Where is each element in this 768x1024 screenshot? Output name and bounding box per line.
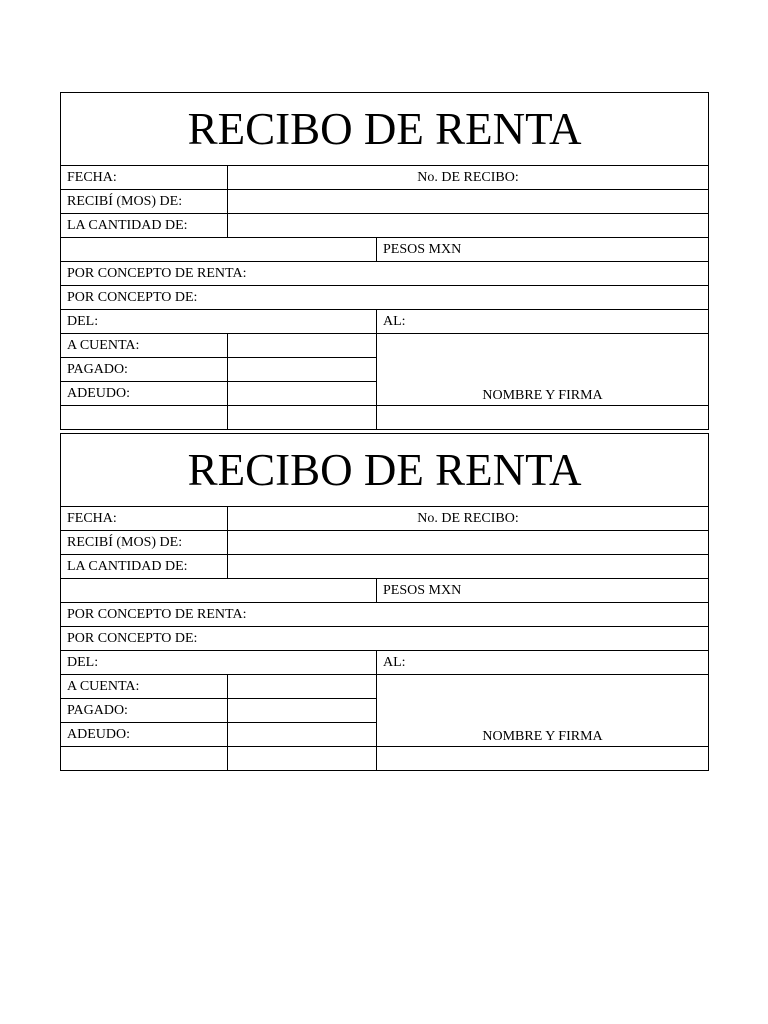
owed-label: ADEUDO: bbox=[61, 382, 228, 406]
signature-area: NOMBRE Y FIRMA bbox=[377, 334, 709, 406]
rent-receipt-1 bbox=[60, 92, 709, 430]
period-to-label: AL: bbox=[377, 651, 709, 675]
paid-label: PAGADO: bbox=[61, 699, 228, 723]
concept-label: POR CONCEPTO DE: bbox=[61, 286, 709, 310]
concept-label: POR CONCEPTO DE: bbox=[61, 627, 709, 651]
signature-area: NOMBRE Y FIRMA bbox=[377, 675, 709, 747]
empty-cell bbox=[228, 747, 377, 771]
amount-words-field[interactable] bbox=[61, 579, 377, 603]
amount-label: LA CANTIDAD DE: bbox=[61, 214, 228, 238]
rent-concept-label: POR CONCEPTO DE RENTA: bbox=[61, 262, 709, 286]
received-from-label: RECIBÍ (MOS) DE: bbox=[61, 190, 228, 214]
rent-concept-label: POR CONCEPTO DE RENTA: bbox=[61, 603, 709, 627]
owed-field[interactable] bbox=[228, 382, 377, 406]
empty-cell bbox=[61, 747, 228, 771]
paid-field[interactable] bbox=[228, 358, 377, 382]
empty-cell bbox=[377, 406, 709, 430]
fecha-label: FECHA: bbox=[61, 166, 228, 190]
empty-cell bbox=[377, 747, 709, 771]
fecha-label: FECHA: bbox=[61, 507, 228, 531]
empty-cell bbox=[228, 406, 377, 430]
received-from-field[interactable] bbox=[228, 190, 709, 214]
period-from-label: DEL: bbox=[61, 651, 377, 675]
owed-field[interactable] bbox=[228, 723, 377, 747]
period-to-label: AL: bbox=[377, 310, 709, 334]
receipt-title: RECIBO DE RENTA bbox=[61, 434, 709, 507]
period-from-label: DEL: bbox=[61, 310, 377, 334]
receipt-number-label: No. DE RECIBO: bbox=[228, 166, 709, 190]
on-account-field[interactable] bbox=[228, 334, 377, 358]
on-account-label: A CUENTA: bbox=[61, 334, 228, 358]
amount-label: LA CANTIDAD DE: bbox=[61, 555, 228, 579]
paid-field[interactable] bbox=[228, 699, 377, 723]
on-account-label: A CUENTA: bbox=[61, 675, 228, 699]
paid-label: PAGADO: bbox=[61, 358, 228, 382]
currency-label: PESOS MXN bbox=[377, 579, 709, 603]
amount-field[interactable] bbox=[228, 555, 709, 579]
received-from-label: RECIBÍ (MOS) DE: bbox=[61, 531, 228, 555]
amount-field[interactable] bbox=[228, 214, 709, 238]
rent-receipt-2 bbox=[60, 433, 709, 771]
owed-label: ADEUDO: bbox=[61, 723, 228, 747]
receipt-number-label: No. DE RECIBO: bbox=[228, 507, 709, 531]
received-from-field[interactable] bbox=[228, 531, 709, 555]
on-account-field[interactable] bbox=[228, 675, 377, 699]
amount-words-field[interactable] bbox=[61, 238, 377, 262]
empty-cell bbox=[61, 406, 228, 430]
receipt-title: RECIBO DE RENTA bbox=[61, 93, 709, 166]
currency-label: PESOS MXN bbox=[377, 238, 709, 262]
